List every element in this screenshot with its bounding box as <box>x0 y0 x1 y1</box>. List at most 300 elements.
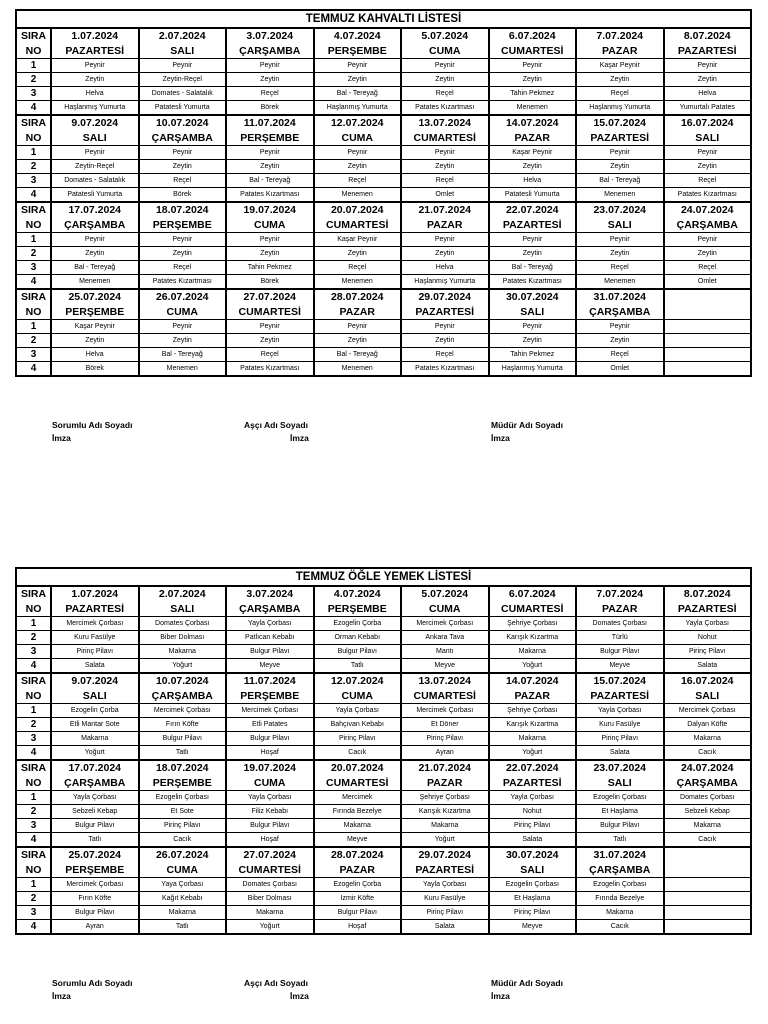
row-number: 4 <box>16 659 51 674</box>
row-number: 4 <box>16 833 51 848</box>
menu-item-cell: Patates Kızartması <box>489 275 577 290</box>
menu-item-cell: Türlü <box>576 631 664 645</box>
menu-item-cell: Mercimek Çorbası <box>401 617 489 631</box>
menu-item-cell: Zeytin <box>139 334 227 348</box>
menu-item-cell: Mercimek Çorbası <box>664 704 752 718</box>
menu-item-cell: Helva <box>401 261 489 275</box>
menu-item-cell: Yayla Çorbası <box>576 704 664 718</box>
day-name-cell: PERŞEMBE <box>226 131 314 146</box>
responsible-sign-label: İmza <box>52 433 71 443</box>
day-name-cell: CUMARTESİ <box>226 863 314 878</box>
table-row <box>16 732 751 746</box>
menu-item-cell: Şehriye Çorbası <box>401 791 489 805</box>
menu-item-cell: Izmir Köfte <box>314 892 402 906</box>
menu-item-cell: Ezogelin Çorbası <box>139 791 227 805</box>
menu-item-cell <box>664 892 752 906</box>
menu-item-cell: Haşlanmış Yumurta <box>314 101 402 116</box>
day-name-cell: SALI <box>664 689 752 704</box>
director-name-label: Müdür Adı Soyadı <box>491 978 563 988</box>
week-day-row <box>16 602 751 617</box>
day-name-cell: ÇARŞAMBA <box>576 863 664 878</box>
table-row <box>16 174 751 188</box>
menu-item-cell: Zeytin <box>314 73 402 87</box>
day-name-cell: PAZAR <box>401 218 489 233</box>
menu-item-cell: Menemen <box>314 275 402 290</box>
menu-item-cell: Börek <box>139 188 227 203</box>
menu-item-cell: Peynir <box>489 233 577 247</box>
menu-item-cell: Nohut <box>664 631 752 645</box>
menu-item-cell: Bal - Tereyağ <box>226 174 314 188</box>
menu-item-cell: Etli Patates <box>226 718 314 732</box>
breakfast-title: TEMMUZ KAHVALTI LİSTESİ <box>16 10 751 28</box>
date-cell: 8.07.2024 <box>664 28 752 44</box>
week-day-row <box>16 305 751 320</box>
menu-item-cell: Haşlanmış Yumurta <box>576 101 664 116</box>
menu-item-cell: Reçel <box>664 261 752 275</box>
menu-item-cell: Makarna <box>664 732 752 746</box>
table-row <box>16 718 751 732</box>
menu-item-cell: Peynir <box>226 233 314 247</box>
cook-sign-label: İmza <box>290 991 309 1001</box>
date-cell: 2.07.2024 <box>139 586 227 602</box>
menu-item-cell: Patates Kızartması <box>401 362 489 377</box>
cook-name-label: Aşçı Adı Soyadı <box>244 420 308 430</box>
menu-item-cell: Ezogelin Çorbası <box>576 791 664 805</box>
menu-item-cell: Cacık <box>664 833 752 848</box>
date-cell: 18.07.2024 <box>139 202 227 218</box>
day-name-cell: PAZARTESİ <box>576 131 664 146</box>
menu-item-cell: Zeytin <box>139 160 227 174</box>
menu-item-cell: Bal - Tereyağ <box>576 174 664 188</box>
day-name-cell: CUMA <box>401 602 489 617</box>
menu-item-cell: Tatlı <box>576 833 664 848</box>
menu-item-cell: Peynir <box>226 146 314 160</box>
menu-item-cell: Hoşaf <box>314 920 402 935</box>
menu-item-cell: Fırında Bezelye <box>576 892 664 906</box>
menu-item-cell: Patates Kızartması <box>139 275 227 290</box>
menu-item-cell: Haşlanmış Yumurta <box>401 275 489 290</box>
menu-item-cell <box>664 920 752 935</box>
menu-item-cell: Bulgur Pilavı <box>576 819 664 833</box>
date-cell: 29.07.2024 <box>401 289 489 305</box>
menu-item-cell: Şehriye Çorbası <box>489 704 577 718</box>
sira-label: SIRA <box>16 28 51 44</box>
table-row <box>16 188 751 203</box>
menu-item-cell: Kağıt Kebabı <box>139 892 227 906</box>
menu-item-cell <box>664 878 752 892</box>
week-day-row <box>16 776 751 791</box>
day-name-cell: CUMARTESİ <box>489 602 577 617</box>
table-row <box>16 362 751 377</box>
sira-label: SIRA <box>16 289 51 305</box>
date-cell: 31.07.2024 <box>576 847 664 863</box>
menu-item-cell: Ankara Tava <box>401 631 489 645</box>
menu-item-cell: Et Döner <box>401 718 489 732</box>
menu-item-cell: Meyve <box>226 659 314 674</box>
lunch-menu-table <box>15 567 752 935</box>
day-name-cell: SALI <box>576 218 664 233</box>
menu-item-cell: Yayla Çorbası <box>226 617 314 631</box>
no-label: NO <box>16 863 51 878</box>
menu-item-cell: Zeytin <box>576 334 664 348</box>
menu-item-cell: Patates Kızartması <box>226 188 314 203</box>
director-sign-label: İmza <box>491 991 510 1001</box>
menu-item-cell: Zeytin <box>139 247 227 261</box>
date-cell: 16.07.2024 <box>664 673 752 689</box>
day-name-cell: ÇARŞAMBA <box>51 218 139 233</box>
day-name-cell: PAZAR <box>314 305 402 320</box>
menu-item-cell: Makarna <box>489 645 577 659</box>
menu-item-cell: Tatlı <box>51 833 139 848</box>
table-row <box>16 659 751 674</box>
day-name-cell: PAZARTESİ <box>401 305 489 320</box>
date-cell: 11.07.2024 <box>226 115 314 131</box>
date-cell: 16.07.2024 <box>664 115 752 131</box>
menu-item-cell: Kuru Fasülye <box>51 631 139 645</box>
menu-item-cell: Et Haşlama <box>576 805 664 819</box>
date-cell: 30.07.2024 <box>489 289 577 305</box>
date-cell: 12.07.2024 <box>314 115 402 131</box>
menu-item-cell: Reçel <box>401 87 489 101</box>
breakfast-menu-table <box>15 9 752 377</box>
menu-item-cell: Zeytin <box>314 247 402 261</box>
menu-item-cell: Menemen <box>314 362 402 377</box>
date-cell: 26.07.2024 <box>139 289 227 305</box>
menu-item-cell: Kaşar Peynir <box>314 233 402 247</box>
day-name-cell: PAZARTESİ <box>576 689 664 704</box>
menu-item-cell: Zeytin <box>226 73 314 87</box>
date-cell: 27.07.2024 <box>226 289 314 305</box>
menu-item-cell: Yayla Çorbası <box>51 791 139 805</box>
menu-item-cell: Peynir <box>139 146 227 160</box>
menu-item-cell: Nohut <box>489 805 577 819</box>
date-cell: 17.07.2024 <box>51 202 139 218</box>
no-label: NO <box>16 305 51 320</box>
day-name-cell: PAZARTESİ <box>489 218 577 233</box>
menu-item-cell: Zeytin <box>51 334 139 348</box>
week-day-row <box>16 689 751 704</box>
menu-item-cell: Menemen <box>576 188 664 203</box>
date-cell: 3.07.2024 <box>226 586 314 602</box>
day-name-cell: SALI <box>51 131 139 146</box>
menu-item-cell: Pirinç Pilavı <box>489 819 577 833</box>
menu-item-cell: Pirinç Pilavı <box>576 732 664 746</box>
menu-item-cell: Peynir <box>314 320 402 334</box>
menu-item-cell: Pirinç Pilavı <box>139 819 227 833</box>
menu-item-cell: Cacık <box>139 833 227 848</box>
day-name-cell: PAZARTESİ <box>401 863 489 878</box>
date-cell: 24.07.2024 <box>664 202 752 218</box>
menu-item-cell: Bulgur Pilavı <box>139 732 227 746</box>
table-row <box>16 160 751 174</box>
menu-item-cell: Meyve <box>489 920 577 935</box>
date-cell: 9.07.2024 <box>51 115 139 131</box>
day-name-cell: PERŞEMBE <box>51 305 139 320</box>
menu-item-cell: Bal - Tereyağ <box>489 261 577 275</box>
menu-item-cell: Peynir <box>401 146 489 160</box>
no-label: NO <box>16 776 51 791</box>
date-cell: 5.07.2024 <box>401 28 489 44</box>
menu-item-cell: Helva <box>489 174 577 188</box>
menu-item-cell: Zeytin <box>664 247 752 261</box>
day-name-cell: PAZAR <box>401 776 489 791</box>
date-cell: 20.07.2024 <box>314 760 402 776</box>
menu-item-cell: Etli Mantar Sote <box>51 718 139 732</box>
day-name-cell: SALI <box>139 602 227 617</box>
menu-item-cell: Zeytin <box>401 73 489 87</box>
day-name-cell: PERŞEMBE <box>139 218 227 233</box>
menu-item-cell: Peynir <box>51 233 139 247</box>
day-name-cell: CUMARTESİ <box>401 689 489 704</box>
menu-item-cell: Sebzeli Kebap <box>664 805 752 819</box>
menu-item-cell: Ezogelin Çorbası <box>576 878 664 892</box>
menu-item-cell: Orman Kebabı <box>314 631 402 645</box>
date-cell: 29.07.2024 <box>401 847 489 863</box>
week-date-row <box>16 28 751 44</box>
table-row <box>16 334 751 348</box>
row-number: 3 <box>16 819 51 833</box>
menu-item-cell: Bulgur Pilavı <box>576 645 664 659</box>
menu-item-cell: Peynir <box>664 233 752 247</box>
menu-item-cell <box>664 362 752 377</box>
menu-item-cell: Mercimek Çorbası <box>139 704 227 718</box>
menu-item-cell: Omlet <box>401 188 489 203</box>
menu-item-cell: Salata <box>576 746 664 761</box>
day-name-cell: CUMA <box>226 218 314 233</box>
menu-item-cell: Ezogelin Çorba <box>51 704 139 718</box>
menu-item-cell: Mercimek Çorbası <box>401 704 489 718</box>
menu-item-cell: Karışık Kızartma <box>489 718 577 732</box>
lunch-table-body <box>16 568 751 934</box>
menu-item-cell: Yayla Çorbası <box>226 791 314 805</box>
sira-label: SIRA <box>16 202 51 218</box>
menu-item-cell: Peynir <box>401 233 489 247</box>
menu-item-cell: Fırın Köfte <box>139 718 227 732</box>
menu-item-cell: Cacık <box>576 920 664 935</box>
menu-item-cell: Tatlı <box>139 746 227 761</box>
menu-item-cell: Ayran <box>401 746 489 761</box>
row-number: 1 <box>16 320 51 334</box>
menu-item-cell: Reçel <box>139 174 227 188</box>
menu-item-cell: Mercimek Çorbası <box>51 878 139 892</box>
menu-item-cell: Reçel <box>576 261 664 275</box>
day-name-cell: ÇARŞAMBA <box>664 218 752 233</box>
day-name-cell: ÇARŞAMBA <box>51 776 139 791</box>
menu-item-cell: Patates Kızartması <box>401 101 489 116</box>
menu-item-cell: Pirinç Pilavı <box>664 645 752 659</box>
day-name-cell: PERŞEMBE <box>314 602 402 617</box>
menu-item-cell: Zeytin <box>226 334 314 348</box>
menu-item-cell: Meyve <box>401 659 489 674</box>
menu-item-cell: Cacık <box>314 746 402 761</box>
row-number: 4 <box>16 188 51 203</box>
date-cell: 30.07.2024 <box>489 847 577 863</box>
menu-item-cell: Menemen <box>489 101 577 116</box>
row-number: 1 <box>16 878 51 892</box>
day-name-cell: SALI <box>489 305 577 320</box>
week-date-row <box>16 586 751 602</box>
menu-item-cell: Tahin Pekmez <box>489 348 577 362</box>
menu-item-cell: Yumurtalı Patates <box>664 101 752 116</box>
sira-label: SIRA <box>16 847 51 863</box>
menu-item-cell: Kaşar Peynir <box>51 320 139 334</box>
date-cell: 22.07.2024 <box>489 760 577 776</box>
responsible-name-label: Sorumlu Adı Soyadı <box>52 420 133 430</box>
day-name-cell: SALI <box>51 689 139 704</box>
menu-item-cell: Helva <box>664 87 752 101</box>
week-date-row <box>16 289 751 305</box>
date-cell: 4.07.2024 <box>314 586 402 602</box>
menu-item-cell: Kuru Fasülye <box>401 892 489 906</box>
no-label: NO <box>16 689 51 704</box>
cook-sign-label: İmza <box>290 433 309 443</box>
table-row <box>16 906 751 920</box>
menu-item-cell: Bal - Tereyağ <box>314 348 402 362</box>
lunch-signature-block <box>0 978 768 1006</box>
day-name-cell: ÇARŞAMBA <box>226 44 314 59</box>
day-name-cell: PERŞEMBE <box>51 863 139 878</box>
menu-item-cell: Yoğurt <box>489 746 577 761</box>
menu-item-cell: Patatesli Yumurta <box>489 188 577 203</box>
menu-item-cell: Ezogelin Çorba <box>314 617 402 631</box>
menu-item-cell: Peynir <box>401 320 489 334</box>
menu-item-cell: Peynir <box>314 146 402 160</box>
date-cell: 21.07.2024 <box>401 202 489 218</box>
row-number: 1 <box>16 146 51 160</box>
sira-label: SIRA <box>16 586 51 602</box>
row-number: 3 <box>16 174 51 188</box>
day-name-cell: PERŞEMBE <box>139 776 227 791</box>
menu-item-cell: Zeytin <box>314 160 402 174</box>
date-cell: 19.07.2024 <box>226 202 314 218</box>
menu-item-cell: Biber Dolması <box>226 892 314 906</box>
menu-item-cell: Zeytin <box>51 73 139 87</box>
menu-item-cell: Et Sote <box>139 805 227 819</box>
date-cell: 20.07.2024 <box>314 202 402 218</box>
date-cell: 4.07.2024 <box>314 28 402 44</box>
date-cell: 12.07.2024 <box>314 673 402 689</box>
menu-item-cell: Ayran <box>51 920 139 935</box>
day-name-cell: ÇARŞAMBA <box>139 131 227 146</box>
menu-item-cell: Zeytin-Reçel <box>51 160 139 174</box>
menu-item-cell: Zeytin <box>576 160 664 174</box>
menu-item-cell: Domates Çorbası <box>576 617 664 631</box>
menu-item-cell: Omlet <box>576 362 664 377</box>
menu-item-cell: Mercimek Çorbası <box>51 617 139 631</box>
breakfast-signature-block <box>0 420 768 448</box>
date-cell: 23.07.2024 <box>576 760 664 776</box>
date-cell: 14.07.2024 <box>489 115 577 131</box>
menu-item-cell: Bulgur Pilavı <box>226 732 314 746</box>
date-cell: 22.07.2024 <box>489 202 577 218</box>
row-number: 4 <box>16 920 51 935</box>
director-sign-label: İmza <box>491 433 510 443</box>
date-cell: 24.07.2024 <box>664 760 752 776</box>
menu-item-cell: Zeytin <box>489 160 577 174</box>
table-row <box>16 320 751 334</box>
menu-item-cell: Makarna <box>664 819 752 833</box>
menu-item-cell: Pirinç Pilavı <box>489 906 577 920</box>
menu-item-cell: Makarna <box>51 732 139 746</box>
menu-item-cell: Peynir <box>139 320 227 334</box>
table-row <box>16 892 751 906</box>
date-cell: 28.07.2024 <box>314 847 402 863</box>
menu-item-cell <box>664 906 752 920</box>
menu-item-cell: Makarna <box>139 645 227 659</box>
menu-item-cell: Bulgur Pilavı <box>314 906 402 920</box>
menu-item-cell: Patates Kızartması <box>226 362 314 377</box>
breakfast-table-body <box>16 10 751 376</box>
row-number: 2 <box>16 631 51 645</box>
week-date-row <box>16 760 751 776</box>
menu-item-cell: Patatesli Yumurta <box>139 101 227 116</box>
no-label: NO <box>16 131 51 146</box>
date-cell: 5.07.2024 <box>401 586 489 602</box>
day-name-cell: PAZAR <box>489 131 577 146</box>
menu-item-cell <box>664 320 752 334</box>
table-row <box>16 746 751 761</box>
menu-item-cell: Salata <box>664 659 752 674</box>
table-row <box>16 146 751 160</box>
menu-item-cell: Peynir <box>489 320 577 334</box>
menu-item-cell: Reçel <box>576 348 664 362</box>
menu-item-cell: Mercimek Çorbası <box>226 704 314 718</box>
menu-item-cell: Menemen <box>139 362 227 377</box>
table-row <box>16 878 751 892</box>
menu-item-cell: Yoğurt <box>489 659 577 674</box>
date-cell: 15.07.2024 <box>576 115 664 131</box>
lunch-title: TEMMUZ ÖĞLE YEMEK LİSTESİ <box>16 568 751 586</box>
menu-item-cell: Hoşaf <box>226 746 314 761</box>
menu-item-cell: Yaya Çorbası <box>139 878 227 892</box>
day-name-cell: PAZARTESİ <box>51 44 139 59</box>
row-number: 2 <box>16 247 51 261</box>
row-number: 4 <box>16 275 51 290</box>
date-cell: 18.07.2024 <box>139 760 227 776</box>
menu-item-cell: Zeytin <box>489 73 577 87</box>
row-number: 1 <box>16 59 51 73</box>
menu-item-cell: Zeytin-Reçel <box>139 73 227 87</box>
menu-item-cell: Meyve <box>576 659 664 674</box>
day-name-cell <box>664 863 752 878</box>
table-row <box>16 805 751 819</box>
table-row <box>16 59 751 73</box>
row-number: 1 <box>16 617 51 631</box>
week-day-row <box>16 131 751 146</box>
day-name-cell: PAZAR <box>489 689 577 704</box>
date-cell: 9.07.2024 <box>51 673 139 689</box>
day-name-cell: CUMARTESİ <box>489 44 577 59</box>
menu-item-cell: Reçel <box>401 348 489 362</box>
day-name-cell: CUMA <box>139 863 227 878</box>
menu-item-cell: Yoğurt <box>226 920 314 935</box>
row-number: 2 <box>16 718 51 732</box>
row-number: 3 <box>16 645 51 659</box>
menu-item-cell: Patates Kızartması <box>664 188 752 203</box>
menu-item-cell: Zeytin <box>664 160 752 174</box>
row-number: 4 <box>16 746 51 761</box>
day-name-cell: PERŞEMBE <box>226 689 314 704</box>
menu-item-cell: Meyve <box>314 833 402 848</box>
date-cell <box>664 289 752 305</box>
date-cell: 13.07.2024 <box>401 673 489 689</box>
menu-item-cell: Peynir <box>401 59 489 73</box>
date-cell: 8.07.2024 <box>664 586 752 602</box>
menu-item-cell: Peynir <box>489 59 577 73</box>
menu-item-cell: Börek <box>51 362 139 377</box>
menu-item-cell: Pirinç Pilavı <box>51 645 139 659</box>
menu-item-cell: Zeytin <box>401 160 489 174</box>
